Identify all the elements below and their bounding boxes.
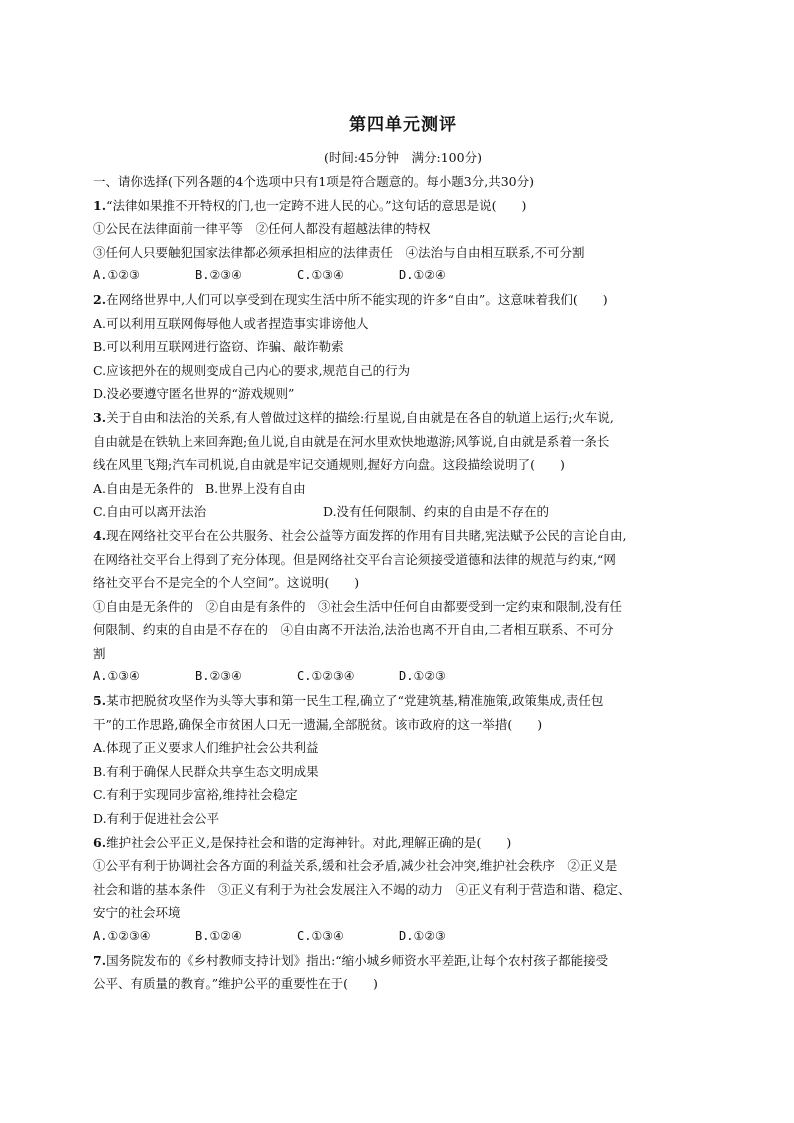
question-stem: 3.关于自由和法治的关系,有人曾做过这样的描绘:行星说,自由就是在各自的轨道上运行;火车说, (93, 409, 614, 425)
options-row (93, 477, 713, 501)
option-d[interactable]: D.①②③ (399, 669, 446, 684)
question-7 (93, 949, 713, 996)
option-d[interactable]: D.没有任何限制、约束的自由是不存在的 (323, 504, 550, 520)
options-row (93, 500, 713, 524)
statement-line: 割 (93, 645, 106, 661)
option-a[interactable]: A.①③④ (93, 669, 140, 684)
statement-line: 社会和谐的基本条件 ③正义有利于为社会发展注入不竭的动力 ④正义有利于营造和谐、稳定、 (93, 881, 631, 897)
question-5 (93, 689, 713, 831)
option-a[interactable]: A.可以利用互联网侮辱他人或者捏造事实诽谤他人 (93, 315, 369, 331)
option-c[interactable]: C.有利于实现同步富裕,维持社会稳定 (93, 787, 298, 803)
question-stem: 公平、有质量的教育。”维护公平的重要性在于( ) (93, 976, 378, 992)
question-stem: 自由就是在铁轨上来回奔跑;鱼儿说,自由就是在河水里欢快地遨游;风筝说,自由就是系着一条长 (93, 433, 610, 449)
question-2 (93, 288, 713, 406)
question-stem: 7.国务院发布的《乡村教师支持计划》指出:“缩小城乡师资水平差距,让每个农村孩子都能接受 (93, 952, 609, 968)
option-c[interactable]: C.①③④ (297, 268, 344, 283)
question-6 (93, 831, 713, 949)
question-stem: 4.现在网络社交平台在公共服务、社会公益等方面发挥的作用有目共睹,宪法赋予公民的言论自由, (93, 527, 627, 543)
option-b[interactable]: B.可以利用互联网进行盗窃、诈骗、敲诈勒索 (93, 339, 344, 355)
question-stem: 络社交平台不是完全的个人空间”。这说明( ) (93, 575, 360, 591)
question-stem: 2.在网络世界中,人们可以享受到在现实生活中所不能实现的许多“自由”。这意味着我们( ) (93, 291, 608, 307)
question-stem: 在网络社交平台上得到了充分体现。但是网络社交平台言论须接受道德和法律的规范与约束,“网 (93, 551, 616, 567)
option-d[interactable]: D.没必要遵守匿名世界的“游戏规则” (93, 386, 295, 402)
question-3 (93, 406, 713, 524)
option-b[interactable]: B.有利于确保人民群众共享生态文明成果 (93, 763, 319, 779)
statement-line: ①公民在法律面前一律平等 ②任何人都没有超越法律的特权 (93, 221, 431, 237)
option-b[interactable]: B.①②④ (195, 929, 242, 943)
options-row (93, 665, 713, 689)
question-stem: 干”的工作思路,确保全市贫困人口无一遗漏,全部脱贫。该市政府的这一举措( ) (93, 716, 543, 732)
option-b[interactable]: B.②③④ (195, 268, 242, 283)
option-c[interactable]: C.①②③④ (297, 669, 355, 684)
option-c[interactable]: C.①③④ (297, 929, 344, 943)
question-stem: 5.某市把脱贫攻坚作为头等大事和第一民生工程,确立了“党建筑基,精准施策,政策集成,责任包 (93, 693, 604, 709)
section-heading: 一、请你选择(下列各题的4个选项中只有1项是符合题意的。每小题3分,共30分) (93, 174, 534, 189)
question-stem: 6.维护社会公平正义,是保持社会和谐的定海神针。对此,理解正确的是( ) (93, 834, 512, 850)
question-stem: 线在风里飞翔;汽车司机说,自由就是牢记交通规则,握好方向盘。这段描绘说明了( ) (93, 457, 565, 473)
options-row (93, 264, 713, 288)
exam-body (93, 170, 713, 996)
options-row (93, 925, 713, 949)
option-a[interactable]: A.①②③ (93, 268, 140, 283)
statement-line: ③任何人只要触犯国家法律都必须承担相应的法律责任 ④法治与自由相互联系,不可分割 (93, 244, 585, 260)
option-b[interactable]: B.世界上没有自由 (205, 480, 306, 496)
question-1 (93, 194, 713, 288)
option-d[interactable]: D.①②④ (399, 268, 446, 283)
option-a[interactable]: A.体现了正义要求人们维护社会公共利益 (93, 740, 319, 756)
option-b[interactable]: B.②③④ (195, 669, 242, 684)
option-c[interactable]: C.应该把外在的规则变成自己内心的要求,规范自己的行为 (93, 362, 411, 378)
question-number: 1. (93, 197, 107, 213)
option-d[interactable]: D.有利于促进社会公平 (93, 811, 220, 827)
question-number: 5. (93, 693, 107, 709)
question-number: 7. (93, 952, 107, 968)
statement-line: ①自由是无条件的 ②自由是有条件的 ③社会生活中任何自由都要受到一定约束和限制,没有任 (93, 598, 622, 614)
question-stem: 1.“法律如果推不开特权的门,也一定跨不进人民的心。”这句话的意思是说( ) (93, 197, 527, 213)
statement-line: 安宁的社会环境 (93, 905, 181, 921)
exam-meta: (时间:45分钟 满分:100分) (324, 150, 482, 165)
question-4 (93, 524, 713, 689)
option-a[interactable]: A.自由是无条件的 (93, 480, 194, 496)
question-number: 4. (93, 527, 107, 543)
question-number: 6. (93, 834, 107, 850)
option-a[interactable]: A.①②③④ (93, 929, 151, 943)
question-number: 2. (93, 291, 107, 307)
option-d[interactable]: D.①②③ (399, 929, 446, 943)
statement-line: 何限制、约束的自由是不存在的 ④自由离不开法治,法治也离不开自由,二者相互联系、不可分 (93, 622, 614, 638)
statement-line: ①公平有利于协调社会各方面的利益关系,缓和社会矛盾,减少社会冲突,维护社会秩序 ②正义是 (93, 858, 618, 874)
option-c[interactable]: C.自由可以离开法治 (93, 504, 207, 520)
question-number: 3. (93, 409, 107, 425)
page-title: 第四单元测评 (349, 115, 457, 135)
